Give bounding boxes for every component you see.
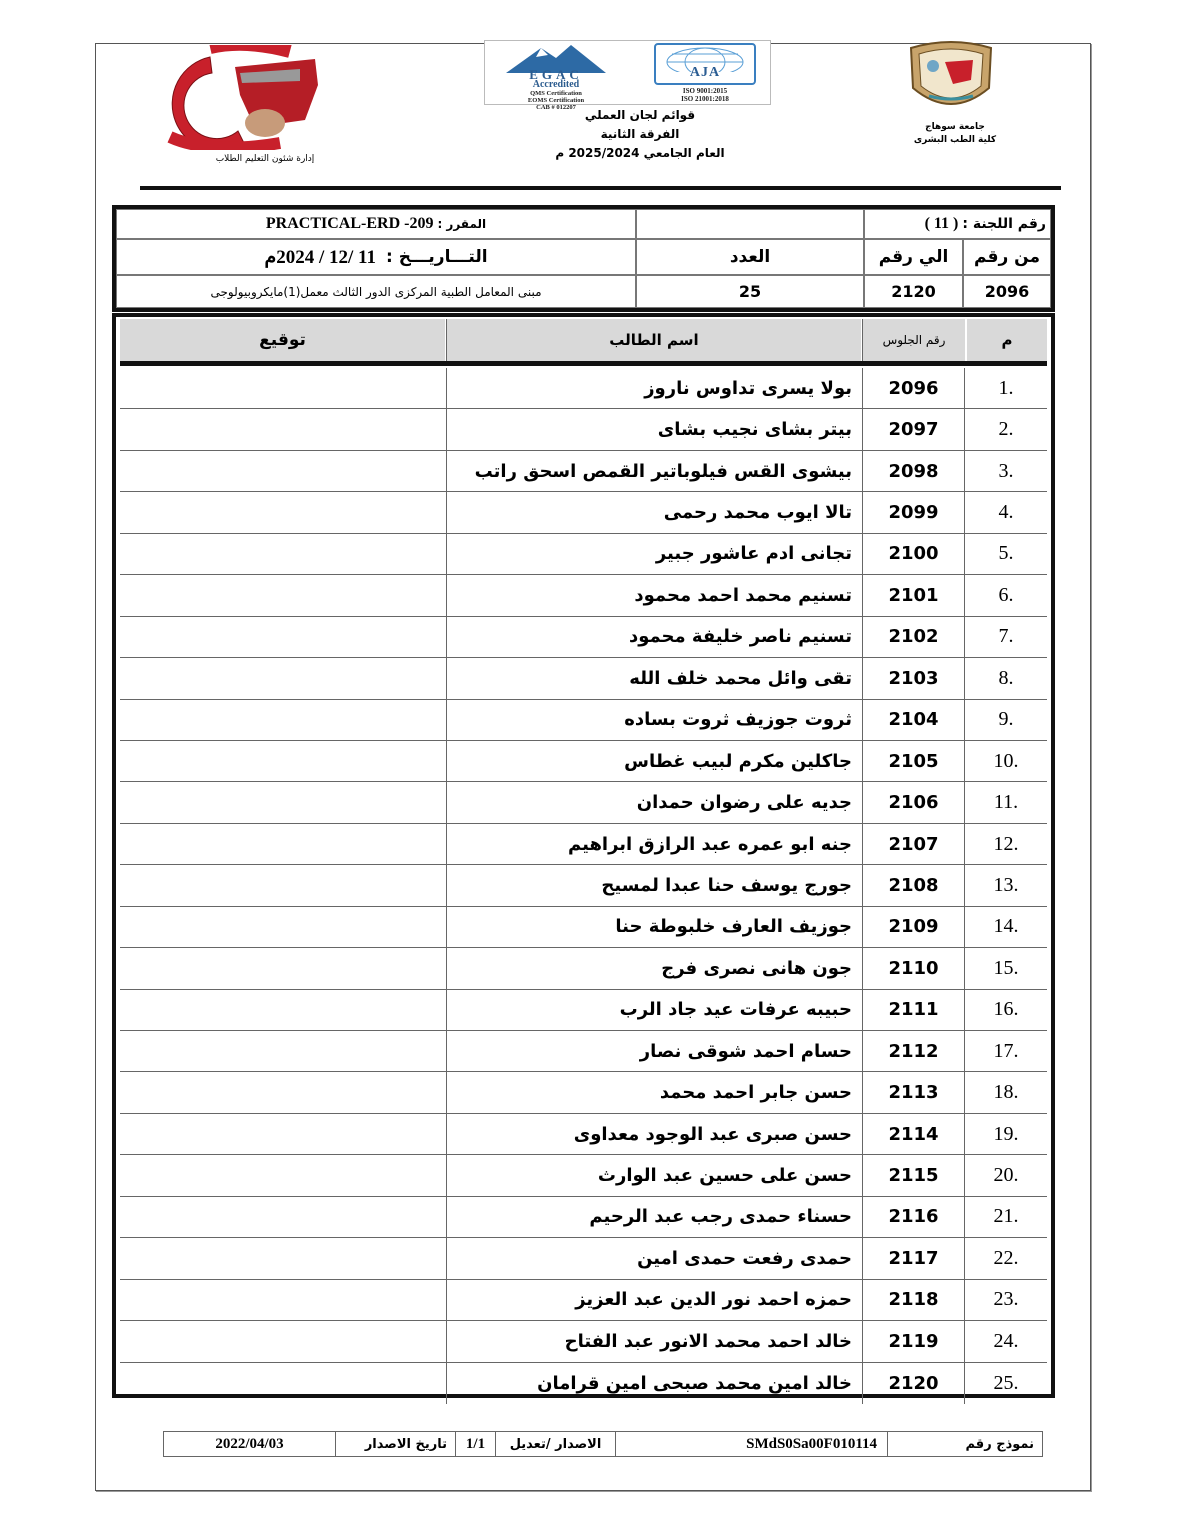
table-row (120, 1155, 1047, 1196)
signature-field[interactable] (120, 782, 446, 822)
table-row (120, 451, 1047, 492)
row-index: .12 (993, 832, 1019, 855)
date-label: التـــاريـــخ : (386, 247, 488, 267)
signature-field[interactable] (120, 824, 446, 864)
seat-number: 2109 (862, 907, 965, 947)
table-row (120, 1238, 1047, 1279)
student-name: تسنيم محمد احمد محمود (446, 575, 862, 615)
seat-number: 2096 (862, 368, 965, 408)
seat-number: 2117 (862, 1238, 965, 1278)
table-row (120, 741, 1047, 782)
column-header-signature: توقيع (120, 319, 446, 361)
row-index: .11 (993, 791, 1019, 814)
date-cell (116, 239, 636, 275)
row-index: .21 (993, 1205, 1019, 1228)
aja-line: ISO 9001:2015 (682, 87, 728, 95)
signature-field[interactable] (120, 990, 446, 1030)
egac-line: EOMS Certification (527, 97, 585, 104)
header-divider (140, 186, 1061, 190)
faculty-of-medicine-logo-icon (150, 45, 325, 150)
row-index: .4 (998, 501, 1014, 524)
table-row (120, 865, 1047, 906)
egac-badge (491, 43, 621, 111)
student-name: تجانى ادم عاشور جبير (446, 534, 862, 574)
seat-number: 2116 (862, 1197, 965, 1237)
seat-number: 2102 (862, 617, 965, 657)
table-row (120, 700, 1047, 741)
course-label: المقرر : (437, 217, 487, 231)
table-row (120, 658, 1047, 699)
student-name: حسن صبرى عبد الوجود معداوى (446, 1114, 862, 1154)
table-row (120, 1363, 1047, 1404)
students-table (112, 313, 1055, 1398)
egac-line: QMS Certification (530, 90, 582, 97)
seat-number: 2111 (862, 990, 965, 1030)
student-name: جون هانى نصرى فرج (446, 948, 862, 988)
form-number-value: SMdS0Sa00F010114 (615, 1432, 887, 1456)
exam-location: مبنى المعامل الطبية المركزى الدور الثالث معمل(1)مايكروبيولوجى (210, 284, 542, 299)
row-index: .17 (993, 1039, 1019, 1062)
row-index: .13 (993, 873, 1019, 896)
row-index: .9 (998, 708, 1014, 731)
table-row (120, 534, 1047, 575)
row-index: .8 (998, 666, 1014, 689)
row-index: .6 (998, 583, 1014, 606)
row-index: .14 (993, 915, 1019, 938)
signature-field[interactable] (120, 1197, 446, 1237)
signature-field[interactable] (120, 1155, 446, 1195)
seat-number: 2114 (862, 1114, 965, 1154)
seat-number: 2097 (862, 409, 965, 449)
egac-subtitle: Accredited (532, 79, 580, 90)
student-name: جاكلين مكرم لبيب غطاس (446, 741, 862, 781)
signature-field[interactable] (120, 1280, 446, 1320)
count-value: 25 (738, 282, 762, 301)
signature-field[interactable] (120, 948, 446, 988)
count-label: العدد (729, 247, 771, 267)
table-row (120, 575, 1047, 616)
column-header-seat-number: رقم الجلوس (862, 319, 965, 361)
location-cell (116, 275, 636, 308)
left-logo-caption: إدارة شئون التعليم الطلاب (215, 154, 315, 164)
student-name: تسنيم ناصر خليفة محمود (446, 617, 862, 657)
to-number-value: 2120 (891, 282, 936, 301)
row-index: .16 (993, 998, 1019, 1021)
table-row (120, 782, 1047, 823)
seat-number: 2101 (862, 575, 965, 615)
row-index: .7 (998, 625, 1014, 648)
from-label-cell (963, 239, 1051, 275)
table-row (120, 1197, 1047, 1238)
table-row (120, 1114, 1047, 1155)
title-line: العام الجامعي 2025/2024 م (555, 146, 725, 160)
form-footer-table (163, 1431, 1043, 1457)
seat-number: 2120 (862, 1363, 965, 1404)
seat-number: 2113 (862, 1072, 965, 1112)
row-index: .5 (998, 542, 1014, 565)
row-index: .23 (993, 1288, 1019, 1311)
seat-number: 2104 (862, 700, 965, 740)
signature-field[interactable] (120, 534, 446, 574)
title-line: قوائم لجان العملي (584, 108, 696, 122)
student-name: حسن على حسين عبد الوارث (446, 1155, 862, 1195)
table-row (120, 1280, 1047, 1321)
to-value-cell (864, 275, 963, 308)
seat-number: 2115 (862, 1155, 965, 1195)
seat-number: 2118 (862, 1280, 965, 1320)
from-value-cell (963, 275, 1051, 308)
exam-date: 11 /12 / 2024م (264, 246, 376, 268)
seat-number: 2107 (862, 824, 965, 864)
column-header-index: م (965, 319, 1047, 361)
row-index: .3 (998, 459, 1014, 482)
seat-number: 2108 (862, 865, 965, 905)
signature-field[interactable] (120, 865, 446, 905)
student-name: خالد امين محمد صبحى امين قرامان (446, 1363, 862, 1404)
committee-number-value: ( 11 ) (924, 215, 959, 232)
row-index: .18 (993, 1081, 1019, 1104)
seat-number: 2112 (862, 1031, 965, 1071)
seat-number: 2119 (862, 1321, 965, 1361)
student-name: بيشوى القس فيلوباتير القمص اسحق راتب (446, 451, 862, 491)
seat-number: 2105 (862, 741, 965, 781)
seat-number: 2098 (862, 451, 965, 491)
table-header (120, 319, 1047, 366)
sohag-university-crest-icon (905, 40, 997, 116)
seat-number: 2103 (862, 658, 965, 698)
aja-title: AJA (689, 65, 721, 80)
table-row (120, 948, 1047, 989)
student-name: جنه ابو عمره عبد الرازق ابراهيم (446, 824, 862, 864)
signature-field[interactable] (120, 409, 446, 449)
signature-field[interactable] (120, 1321, 446, 1361)
university-name: جامعة سوهاج (925, 122, 985, 132)
signature-field[interactable] (120, 1031, 446, 1071)
student-name: حسام احمد شوقى نصار (446, 1031, 862, 1071)
table-row (120, 990, 1047, 1031)
aja-line: ISO 21001:2018 (681, 95, 729, 103)
accreditation-box (484, 40, 771, 111)
empty-cell (636, 209, 864, 239)
signature-field[interactable] (120, 700, 446, 740)
student-name: خالد احمد محمد الانور عبد الفتاح (446, 1321, 862, 1361)
committee-number-label: رقم اللجنة : (962, 216, 1046, 232)
signature-field[interactable] (120, 1114, 446, 1154)
table-body (120, 368, 1047, 1404)
student-name: حمزه احمد نور الدين عبد العزيز (446, 1280, 862, 1320)
signature-field[interactable] (120, 575, 446, 615)
seat-number: 2100 (862, 534, 965, 574)
student-name: ثروت جوزيف ثروت بساده (446, 700, 862, 740)
row-index: .24 (993, 1329, 1019, 1352)
seat-number: 2106 (862, 782, 965, 822)
row-index: .10 (993, 749, 1019, 772)
count-value-cell (636, 275, 864, 308)
table-row (120, 907, 1047, 948)
committee-number-cell (864, 209, 1051, 239)
row-index: .1 (998, 376, 1014, 399)
to-number-label: الي رقم (878, 247, 949, 267)
issue-date-value: 2022/04/03 (215, 1435, 284, 1452)
column-header-student-name: اسم الطالب (446, 319, 862, 361)
student-name: حسناء حمدى رجب عبد الرحيم (446, 1197, 862, 1237)
faculty-name: كلية الطب البشرى (913, 135, 997, 145)
student-name: حبيبه عرفات عيد جاد الرب (446, 990, 862, 1030)
row-index: .20 (993, 1164, 1019, 1187)
signature-field[interactable] (120, 741, 446, 781)
signature-field[interactable] (120, 658, 446, 698)
row-index: .19 (993, 1122, 1019, 1145)
committee-info-table (112, 205, 1055, 312)
right-logo-caption (905, 121, 1005, 147)
seat-number: 2110 (862, 948, 965, 988)
student-name: بيتر بشاى نجيب بشاى (446, 409, 862, 449)
seat-number: 2099 (862, 492, 965, 532)
signature-field[interactable] (120, 1238, 446, 1278)
student-name: جورج يوسف حنا عبدا لمسيح (446, 865, 862, 905)
student-name: جوزيف العارف خلبوطة حنا (446, 907, 862, 947)
table-row (120, 824, 1047, 865)
student-name: تقى وائل محمد خلف الله (446, 658, 862, 698)
count-label-cell (636, 239, 864, 275)
student-name: بولا يسرى تداوس ناروز (446, 368, 862, 408)
form-number-label: نموذج رقم (887, 1432, 1042, 1456)
signature-field[interactable] (120, 1363, 446, 1404)
table-row (120, 409, 1047, 450)
table-row (120, 1031, 1047, 1072)
egac-title: EGAC (529, 67, 583, 82)
signature-field[interactable] (120, 1072, 446, 1112)
course-cell (116, 209, 636, 239)
version-value: 1/1 (455, 1432, 495, 1456)
row-index: .15 (993, 956, 1019, 979)
signature-field[interactable] (120, 617, 446, 657)
course-code: PRACTICAL-ERD -209 (265, 215, 434, 232)
student-name: جديه على رضوان حمدان (446, 782, 862, 822)
version-label: الاصدار /تعديل (495, 1432, 615, 1456)
table-row (120, 1321, 1047, 1362)
signature-field[interactable] (120, 492, 446, 532)
from-number-value: 2096 (984, 282, 1030, 301)
aja-badge (653, 43, 757, 101)
signature-field[interactable] (120, 907, 446, 947)
row-index: .25 (993, 1371, 1019, 1394)
to-label-cell (864, 239, 963, 275)
title-line: الفرقة الثانية (600, 127, 680, 141)
issue-date-label: تاريخ الاصدار (335, 1432, 455, 1456)
row-index: .22 (993, 1246, 1019, 1269)
student-name: حسن جابر احمد محمد (446, 1072, 862, 1112)
signature-field[interactable] (120, 451, 446, 491)
from-number-label: من رقم (974, 247, 1040, 267)
document-titles (500, 106, 780, 163)
table-row (120, 617, 1047, 658)
row-index: .2 (998, 418, 1014, 441)
egac-line: CAB # 012207 (536, 104, 576, 111)
student-name: حمدى رفعت حمدى امين (446, 1238, 862, 1278)
table-row (120, 492, 1047, 533)
signature-field[interactable] (120, 368, 446, 408)
student-name: تالا ايوب محمد رحمى (446, 492, 862, 532)
table-row (120, 368, 1047, 409)
table-row (120, 1072, 1047, 1113)
